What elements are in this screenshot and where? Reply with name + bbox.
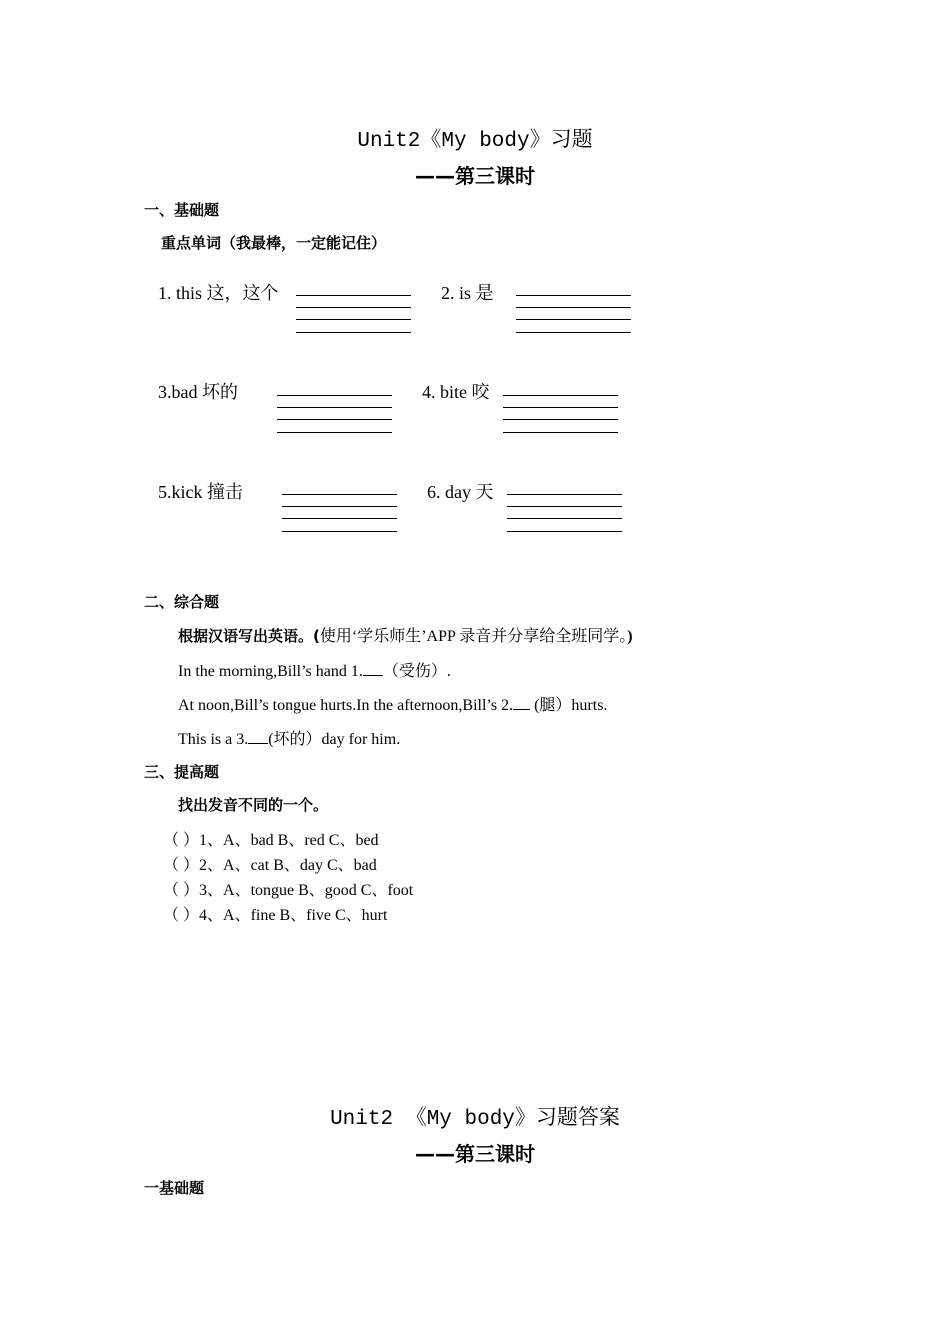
answer-blank-2[interactable] xyxy=(513,695,530,710)
sentence-2-text: At noon,Bill’s tongue hurts.In the afternoon,Bill’s 2. xyxy=(178,697,514,714)
page-title: Unit2《My body》习题 xyxy=(357,130,593,153)
writing-lines-3 xyxy=(277,395,392,444)
answers-section1-heading: 一基础题 xyxy=(144,1179,205,1197)
sentence-2 xyxy=(178,692,607,715)
question-3-text: 3、A、tongue B、good C、foot xyxy=(199,882,414,899)
section2-instruction xyxy=(178,623,633,646)
question-3 xyxy=(163,877,413,900)
answer-blank-3[interactable] xyxy=(248,729,268,744)
section3-heading: 三、提高题 xyxy=(144,763,220,781)
section3-instruction: 找出发音不同的一个。 xyxy=(178,796,329,814)
writing-lines-6 xyxy=(507,494,622,543)
sentence-2-hint: (腿）hurts. xyxy=(530,697,608,714)
answer-bracket-1[interactable]: （ ） xyxy=(163,832,200,849)
section2-heading: 二、综合题 xyxy=(144,593,220,611)
section2-instruction-close: ) xyxy=(627,628,633,645)
sentence-1-text: In the morning,Bill’s hand 1. xyxy=(178,663,363,680)
question-2 xyxy=(163,852,377,875)
sentence-3-hint: (坏的）day for him. xyxy=(268,731,401,748)
sentence-1 xyxy=(178,658,451,681)
writing-lines-2 xyxy=(516,295,631,344)
section1-heading: 一、基础题 xyxy=(144,201,220,219)
writing-lines-5 xyxy=(282,494,397,543)
question-4 xyxy=(163,902,387,925)
question-2-text: 2、A、cat B、day C、bad xyxy=(199,857,377,874)
answer-bracket-4[interactable]: （ ） xyxy=(163,907,200,924)
writing-lines-1 xyxy=(296,295,411,344)
answer-bracket-2[interactable]: （ ） xyxy=(163,857,200,874)
vocab-item-3: 3.bad 坏的 xyxy=(158,382,238,402)
section2-instruction-note: 使用‘学乐师生’APP 录音并分享给全班同学。 xyxy=(319,628,628,645)
writing-lines-4 xyxy=(503,395,618,444)
sentence-3-text: This is a 3. xyxy=(178,731,249,748)
vocab-item-6: 6. day 天 xyxy=(427,482,494,502)
vocab-item-4: 4. bite 咬 xyxy=(422,382,490,402)
page-subtitle: ——第三课时 xyxy=(415,164,535,188)
question-1 xyxy=(163,827,379,850)
section2-instruction-bold: 根据汉语写出英语。( xyxy=(178,627,320,645)
answer-bracket-3[interactable]: （ ） xyxy=(163,882,200,899)
vocab-item-5: 5.kick 撞击 xyxy=(158,482,243,502)
answers-title: Unit2 《My body》习题答案 xyxy=(330,1108,620,1131)
sentence-1-hint: （受伤）. xyxy=(382,663,451,680)
question-1-text: 1、A、bad B、red C、bed xyxy=(199,832,379,849)
answer-blank-1[interactable] xyxy=(363,661,383,676)
sentence-3 xyxy=(178,726,400,749)
answers-subtitle: ——第三课时 xyxy=(415,1142,535,1166)
question-4-text: 4、A、fine B、five C、hurt xyxy=(199,907,388,924)
section1-instruction: 重点单词（我最棒，一定能记住） xyxy=(161,234,387,252)
vocab-item-1: 1. this 这，这个 xyxy=(158,283,279,303)
vocab-item-2: 2. is 是 xyxy=(441,283,494,303)
